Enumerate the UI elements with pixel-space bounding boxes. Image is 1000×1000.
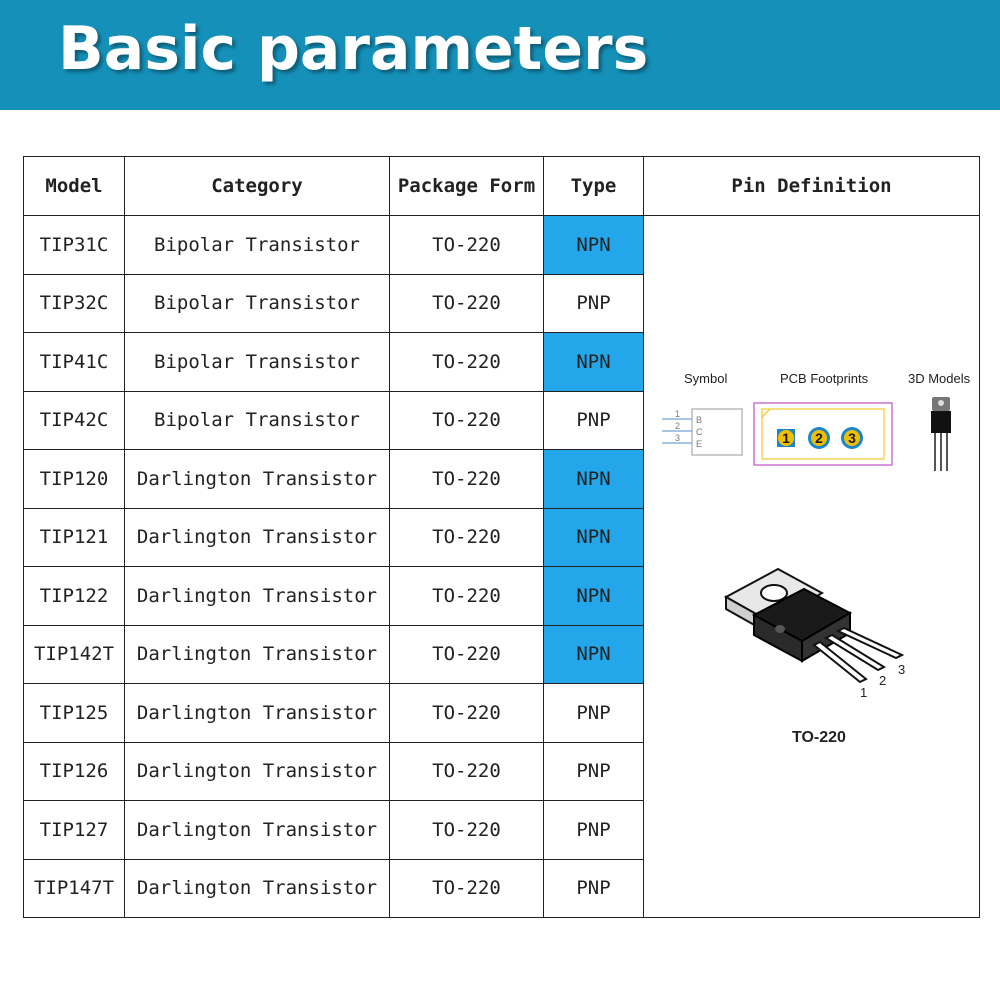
parameters-table	[23, 156, 980, 918]
type-cell: NPN	[544, 333, 644, 392]
package-cell: TO-220	[390, 274, 544, 333]
header-type: Type	[544, 157, 644, 216]
table-header-row	[24, 157, 980, 216]
package-cell: TO-220	[390, 625, 544, 684]
symbol-letter-e: E	[696, 438, 703, 449]
symbol-pin-1: 1	[675, 408, 681, 419]
symbol-label: Symbol	[684, 370, 728, 386]
type-cell: PNP	[544, 391, 644, 450]
type-cell: PNP	[544, 801, 644, 860]
type-cell: NPN	[544, 508, 644, 567]
package-cell: TO-220	[390, 567, 544, 626]
type-cell: PNP	[544, 742, 644, 801]
model-cell: TIP120	[24, 450, 125, 509]
package-cell: TO-220	[390, 742, 544, 801]
package-cell: TO-220	[390, 684, 544, 743]
pcb-footprints-label: PCB Footprints	[780, 370, 869, 386]
category-cell: Darlington Transistor	[125, 684, 390, 743]
category-cell: Darlington Transistor	[125, 742, 390, 801]
model-cell: TIP142T	[24, 625, 125, 684]
package-cell: TO-220	[390, 508, 544, 567]
package-cell: TO-220	[390, 333, 544, 392]
type-cell: PNP	[544, 684, 644, 743]
package-cell: TO-220	[390, 450, 544, 509]
symbol-pin-2: 2	[675, 420, 681, 431]
model-cell: TIP121	[24, 508, 125, 567]
type-cell: NPN	[544, 216, 644, 275]
category-cell: Darlington Transistor	[125, 567, 390, 626]
type-cell: NPN	[544, 567, 644, 626]
type-cell: NPN	[544, 625, 644, 684]
symbol-letter-c: C	[696, 426, 703, 437]
lead-number-2: 2	[879, 672, 887, 688]
model-cell: TIP126	[24, 742, 125, 801]
3d-model-icon	[926, 395, 956, 475]
category-cell: Bipolar Transistor	[125, 274, 390, 333]
pad-number-2: 2	[815, 429, 823, 446]
model-cell: TIP32C	[24, 274, 125, 333]
category-cell: Darlington Transistor	[125, 625, 390, 684]
model-cell: TIP31C	[24, 216, 125, 275]
package-cell: TO-220	[390, 216, 544, 275]
header-model: Model	[24, 157, 125, 216]
category-cell: Darlington Transistor	[125, 450, 390, 509]
symbol-pin-3: 3	[675, 432, 681, 443]
symbol-letter-b: B	[696, 414, 703, 425]
model-cell: TIP41C	[24, 333, 125, 392]
type-cell: PNP	[544, 274, 644, 333]
package-cell: TO-220	[390, 391, 544, 450]
model-cell: TIP125	[24, 684, 125, 743]
table-row	[24, 216, 980, 275]
header-pin-definition: Pin Definition	[644, 157, 980, 216]
category-cell: Darlington Transistor	[125, 859, 390, 918]
category-cell: Bipolar Transistor	[125, 333, 390, 392]
type-cell: NPN	[544, 450, 644, 509]
header-package-form: Package Form	[390, 157, 544, 216]
page-title: Basic parameters	[58, 14, 649, 84]
category-cell: Darlington Transistor	[125, 508, 390, 567]
category-cell: Darlington Transistor	[125, 801, 390, 860]
category-cell: Bipolar Transistor	[125, 391, 390, 450]
type-cell: PNP	[544, 859, 644, 918]
model-cell: TIP42C	[24, 391, 125, 450]
to220-package-drawing	[718, 563, 928, 723]
3d-models-label: 3D Models	[908, 370, 971, 386]
model-cell: TIP147T	[24, 859, 125, 918]
package-name-label: TO-220	[792, 728, 846, 746]
symbol-diagram	[660, 405, 746, 461]
pad-number-3: 3	[848, 429, 856, 446]
model-cell: TIP127	[24, 801, 125, 860]
lead-number-3: 3	[898, 661, 906, 677]
header-banner	[0, 0, 1000, 110]
pcb-footprint-diagram	[752, 401, 894, 467]
lead-number-1: 1	[860, 684, 868, 700]
header-category: Category	[125, 157, 390, 216]
package-cell: TO-220	[390, 859, 544, 918]
category-cell: Bipolar Transistor	[125, 216, 390, 275]
pin-definition-cell	[644, 216, 980, 918]
model-cell: TIP122	[24, 567, 125, 626]
package-cell: TO-220	[390, 801, 544, 860]
pin-definition-panel	[644, 217, 979, 917]
pad-number-1: 1	[782, 429, 790, 446]
